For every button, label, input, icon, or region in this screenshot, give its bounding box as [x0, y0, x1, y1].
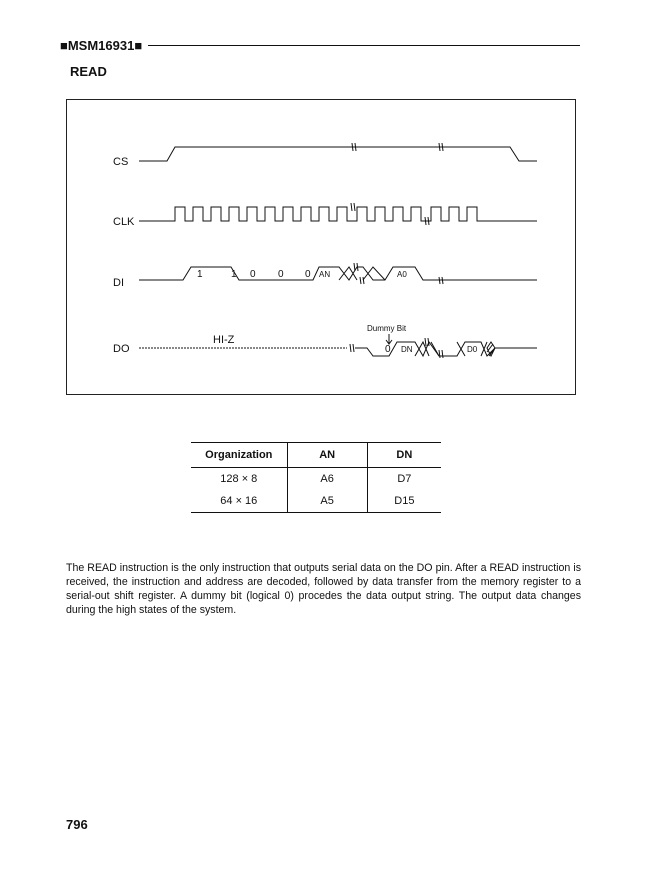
do-break-mark-3 — [439, 350, 443, 358]
di-break-mark-1 — [354, 263, 358, 271]
table-header-an: AN — [287, 443, 367, 468]
organization-table — [191, 442, 441, 513]
do-label: DO — [113, 343, 130, 355]
do-waveform — [355, 342, 537, 356]
cs-label: CS — [113, 156, 129, 168]
description-paragraph: The READ instruction is the only instruction that outputs serial data on the DO pin. After a READ instruction is received, the instruction and address are decoded, followed by data transfer from the memory register to a serial-out shift register. A dummy bit (logical 0) procedes the data output string. The output data changes during the high states of the system. — [66, 561, 581, 616]
clk-waveform — [139, 207, 537, 221]
table-cell: 128 × 8 — [191, 468, 287, 491]
page-number: 796 — [66, 817, 88, 832]
timing-diagram-svg — [67, 100, 577, 396]
table-header-dn: DN — [367, 443, 441, 468]
do-break-mark-2 — [425, 338, 429, 346]
do-crossing — [415, 342, 439, 356]
dummy-bit-arrow — [386, 334, 392, 344]
do-data-dn: DN — [401, 345, 413, 354]
table-cell: A5 — [287, 490, 367, 513]
table-header-organization: Organization — [191, 443, 287, 468]
dummy-bit-value: 0 — [385, 344, 391, 355]
di-addr-an: AN — [319, 270, 331, 279]
table-cell: A6 — [287, 468, 367, 491]
clk-break-mark-1 — [351, 203, 355, 211]
di-addr-a0: A0 — [397, 270, 407, 279]
di-bit-3: 0 — [250, 269, 256, 280]
do-break-mark-1 — [350, 344, 354, 352]
hiz-label: HI-Z — [213, 334, 235, 346]
di-bit-4: 0 — [278, 269, 284, 280]
table-row — [191, 490, 441, 513]
table-cell: D15 — [367, 490, 441, 513]
table-cell: 64 × 16 — [191, 490, 287, 513]
page-header — [60, 37, 580, 53]
di-bit-1: 1 — [197, 269, 203, 280]
timing-diagram — [66, 99, 576, 395]
clk-label: CLK — [113, 216, 135, 228]
di-break-mark-2 — [360, 277, 364, 284]
di-bit-2: 1 — [231, 269, 237, 280]
dummy-bit-label: Dummy Bit — [367, 324, 407, 333]
table-header-row — [191, 443, 441, 468]
di-label: DI — [113, 277, 124, 289]
table-cell: D7 — [397, 473, 412, 485]
header-rule — [148, 45, 580, 46]
di-bit-5: 0 — [305, 269, 311, 280]
cs-waveform — [139, 147, 537, 161]
table-row — [191, 468, 441, 491]
section-title: READ — [70, 64, 107, 79]
do-data-d0: D0 — [467, 345, 478, 354]
di-crossing-2 — [363, 267, 385, 280]
do-hatch — [487, 342, 495, 356]
header-title: ■MSM16931■ — [60, 37, 143, 53]
